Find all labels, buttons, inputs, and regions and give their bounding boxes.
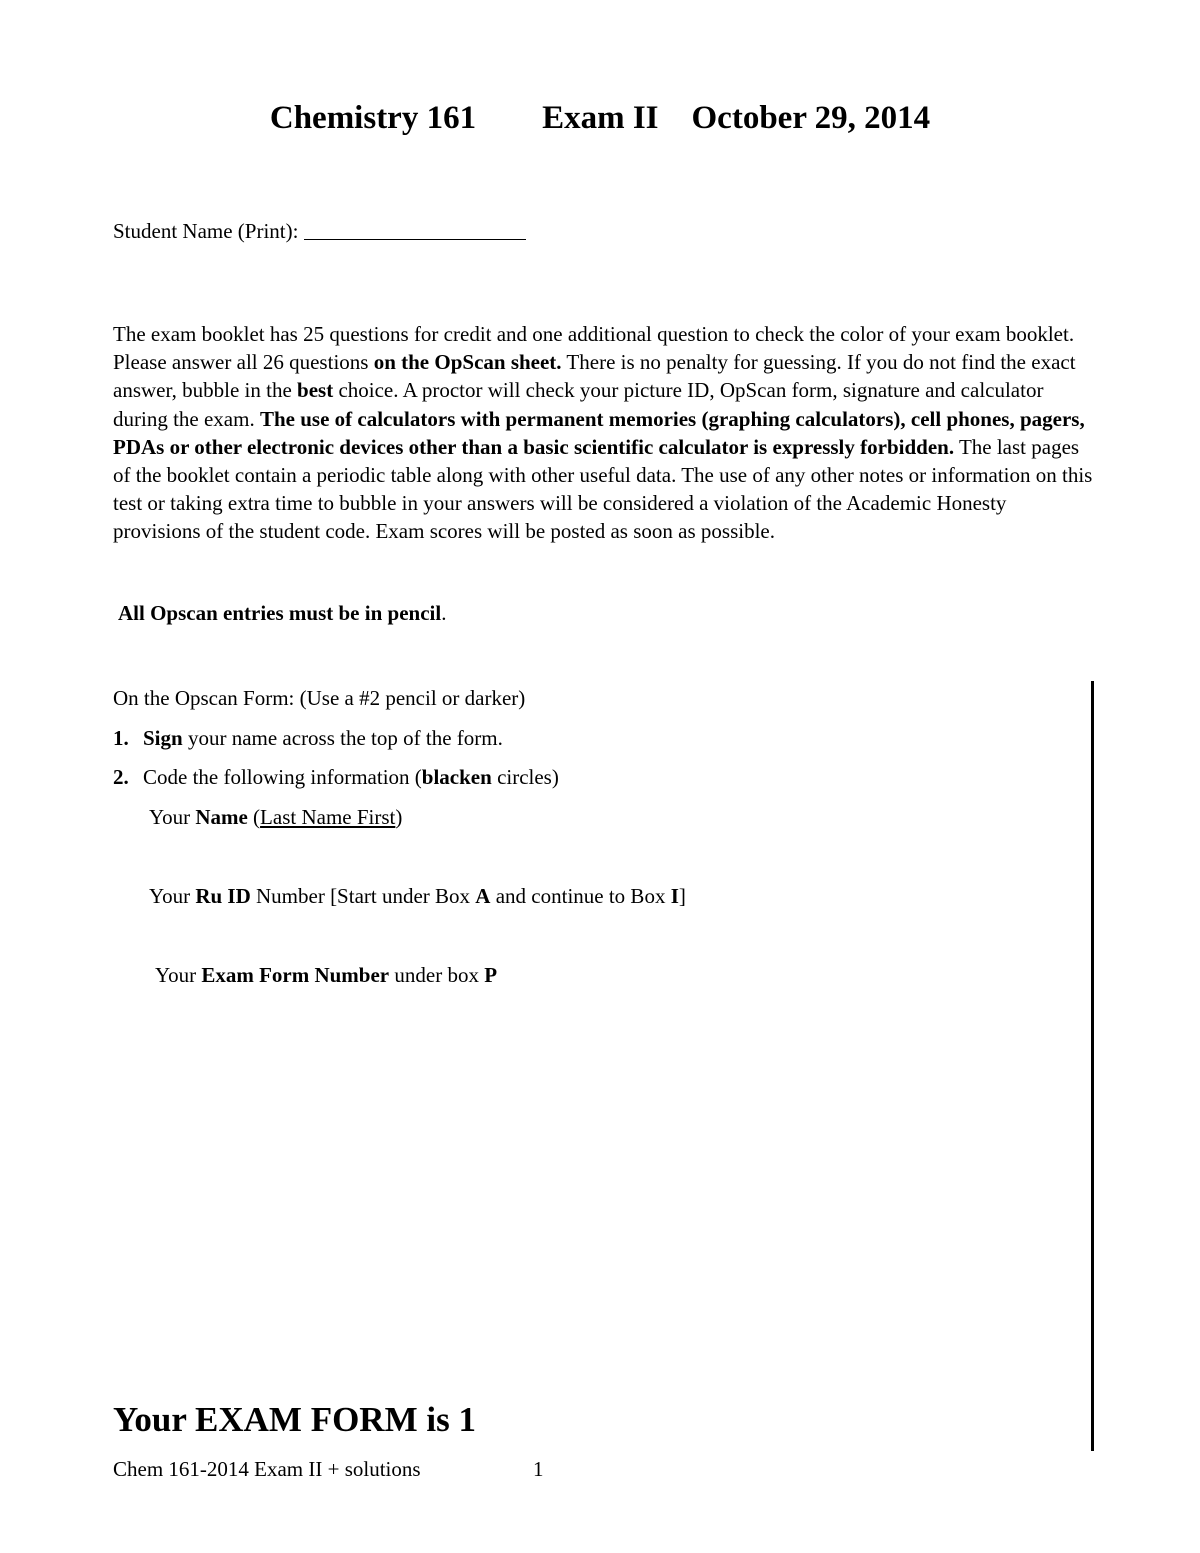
- pencil-note: [118, 601, 446, 626]
- step-2-bold: blacken: [421, 765, 492, 789]
- instructions-bold-1: on the OpScan sheet.: [373, 350, 562, 375]
- code-ruid-line: [149, 884, 686, 909]
- code-ruid-box-a: A: [475, 884, 491, 908]
- code-ruid-text-b: Number [Start under Box: [250, 884, 476, 908]
- code-name-paren-open: (: [247, 805, 261, 829]
- instructions-text-3: choice. A proctor will check your picture ID, OpScan form, signature and calculator during the exam.: [113, 378, 1044, 431]
- code-name-prefix: Your: [149, 805, 196, 829]
- instructions-paragraph: [113, 320, 1093, 546]
- course-title: Chemistry 161: [269, 100, 477, 136]
- instructions-text-2: There is no penalty for guessing. If you do not find the exact answer, bubble in the: [113, 350, 1076, 403]
- code-name-line: [149, 805, 402, 830]
- student-name-row: [113, 219, 526, 244]
- code-ruid-box-i: I: [670, 884, 679, 908]
- exam-date: October 29, 2014: [691, 100, 931, 136]
- student-name-label: Student Name (Print):: [113, 219, 299, 243]
- footer-text: Chem 161-2014 Exam II + solutions: [113, 1457, 421, 1481]
- code-ruid-text-c: and continue to Box: [490, 884, 671, 908]
- code-form-prefix: Your: [155, 963, 202, 987]
- code-form-box: P: [484, 963, 498, 987]
- instructions-text-1: The exam booklet has 25 questions for credit and one additional question to check the color of your exam booklet. Please answer all 26 questions: [113, 322, 1075, 375]
- step-1-bold: Sign: [143, 726, 183, 750]
- opscan-step-2: [113, 765, 559, 790]
- page-footer: [113, 1457, 544, 1482]
- code-form-text-b: under box: [389, 963, 485, 987]
- step-2-text-a: Code the following information (: [143, 765, 422, 789]
- opscan-step-1: [113, 726, 503, 751]
- instructions-text-4: The last pages of the booklet contain a periodic table along with other useful data. The use of any other notes or information on this test or taking extra time to bubble in your answers will be considered a violation of the Academic Honesty provisions of the student code. Exam scores will be posted as soon as possible.: [113, 434, 1093, 544]
- pencil-note-bold: All Opscan entries must be in pencil: [118, 601, 442, 625]
- margin-rule: [1091, 681, 1094, 1451]
- step-1-number: 1.: [113, 726, 129, 750]
- code-ruid-bold: Ru ID: [195, 884, 251, 908]
- page-number: 1: [533, 1457, 544, 1481]
- code-name-paren-close: ): [395, 805, 403, 829]
- instructions-bold-2: best: [297, 378, 334, 403]
- exam-title: Exam II: [542, 100, 659, 136]
- instructions-bold-3: The use of calculators with permanent memories (graphing calculators), cell phones, pagers, PDAs or other electronic devices other than a basic scientific calculator is expressly forbidden.: [113, 406, 1085, 459]
- code-form-line: [155, 963, 497, 988]
- code-ruid-text-d: ]: [678, 884, 686, 908]
- page-title: [0, 100, 1200, 137]
- step-2-number: 2.: [113, 765, 129, 789]
- step-2-text-b: circles): [491, 765, 559, 789]
- student-name-blank[interactable]: [304, 219, 526, 240]
- code-form-bold: Exam Form Number: [201, 963, 390, 987]
- code-name-underline: Last Name First: [260, 805, 396, 829]
- opscan-heading: On the Opscan Form: (Use a #2 pencil or darker): [113, 686, 526, 710]
- step-1-text: your name across the top of the form.: [182, 726, 503, 750]
- exam-form-banner: Your EXAM FORM is 1: [113, 1400, 476, 1439]
- code-ruid-prefix: Your: [149, 884, 196, 908]
- code-name-bold: Name: [195, 805, 248, 829]
- pencil-note-end: .: [441, 601, 447, 625]
